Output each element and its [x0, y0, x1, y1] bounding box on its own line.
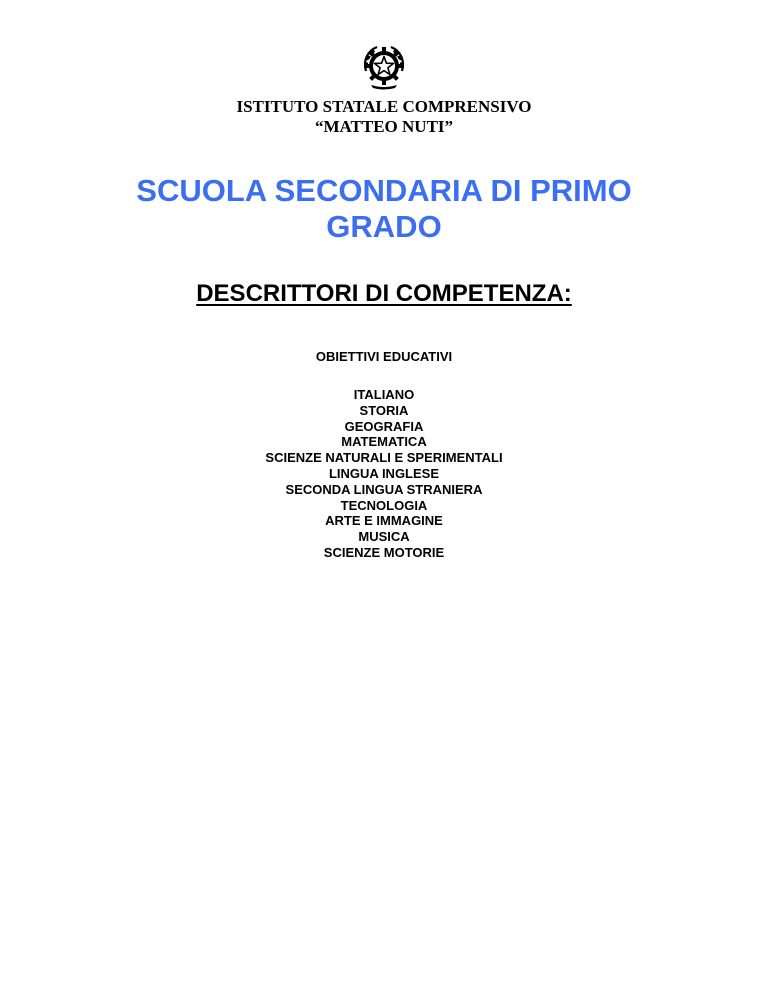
subject-item: TECNOLOGIA [340, 497, 428, 513]
subject-item: ARTE E IMMAGINE [325, 513, 443, 529]
subject-list [0, 387, 768, 561]
descriptors-heading: DESCRITTORI DI COMPETENZA: [196, 280, 572, 307]
subject-item: SECONDA LINGUA STRANIERA [285, 481, 483, 497]
subject-item: MATEMATICA [341, 434, 427, 450]
school-title-line1: SCUOLA SECONDARIA DI PRIMO [136, 173, 632, 208]
school-title [0, 173, 768, 245]
subject-item: ITALIANO [353, 387, 415, 402]
institute-name-line2: “MATTEO NUTI” [314, 117, 454, 136]
institute-name-line1: ISTITUTO STATALE COMPRENSIVO [236, 97, 532, 116]
subject-item: SCIENZE MOTORIE [323, 544, 445, 560]
subject-item: LINGUA INGLESE [328, 465, 440, 481]
subject-item: GEOGRAFIA [344, 418, 424, 434]
subject-item: STORIA [359, 402, 409, 418]
school-title-line2: GRADO [326, 209, 442, 244]
educational-goals-label: OBIETTIVI EDUCATIVI [315, 349, 453, 364]
italian-republic-emblem-icon [357, 41, 411, 91]
subject-item: MUSICA [358, 529, 410, 545]
subject-item: SCIENZE NATURALI E SPERIMENTALI [265, 450, 503, 466]
